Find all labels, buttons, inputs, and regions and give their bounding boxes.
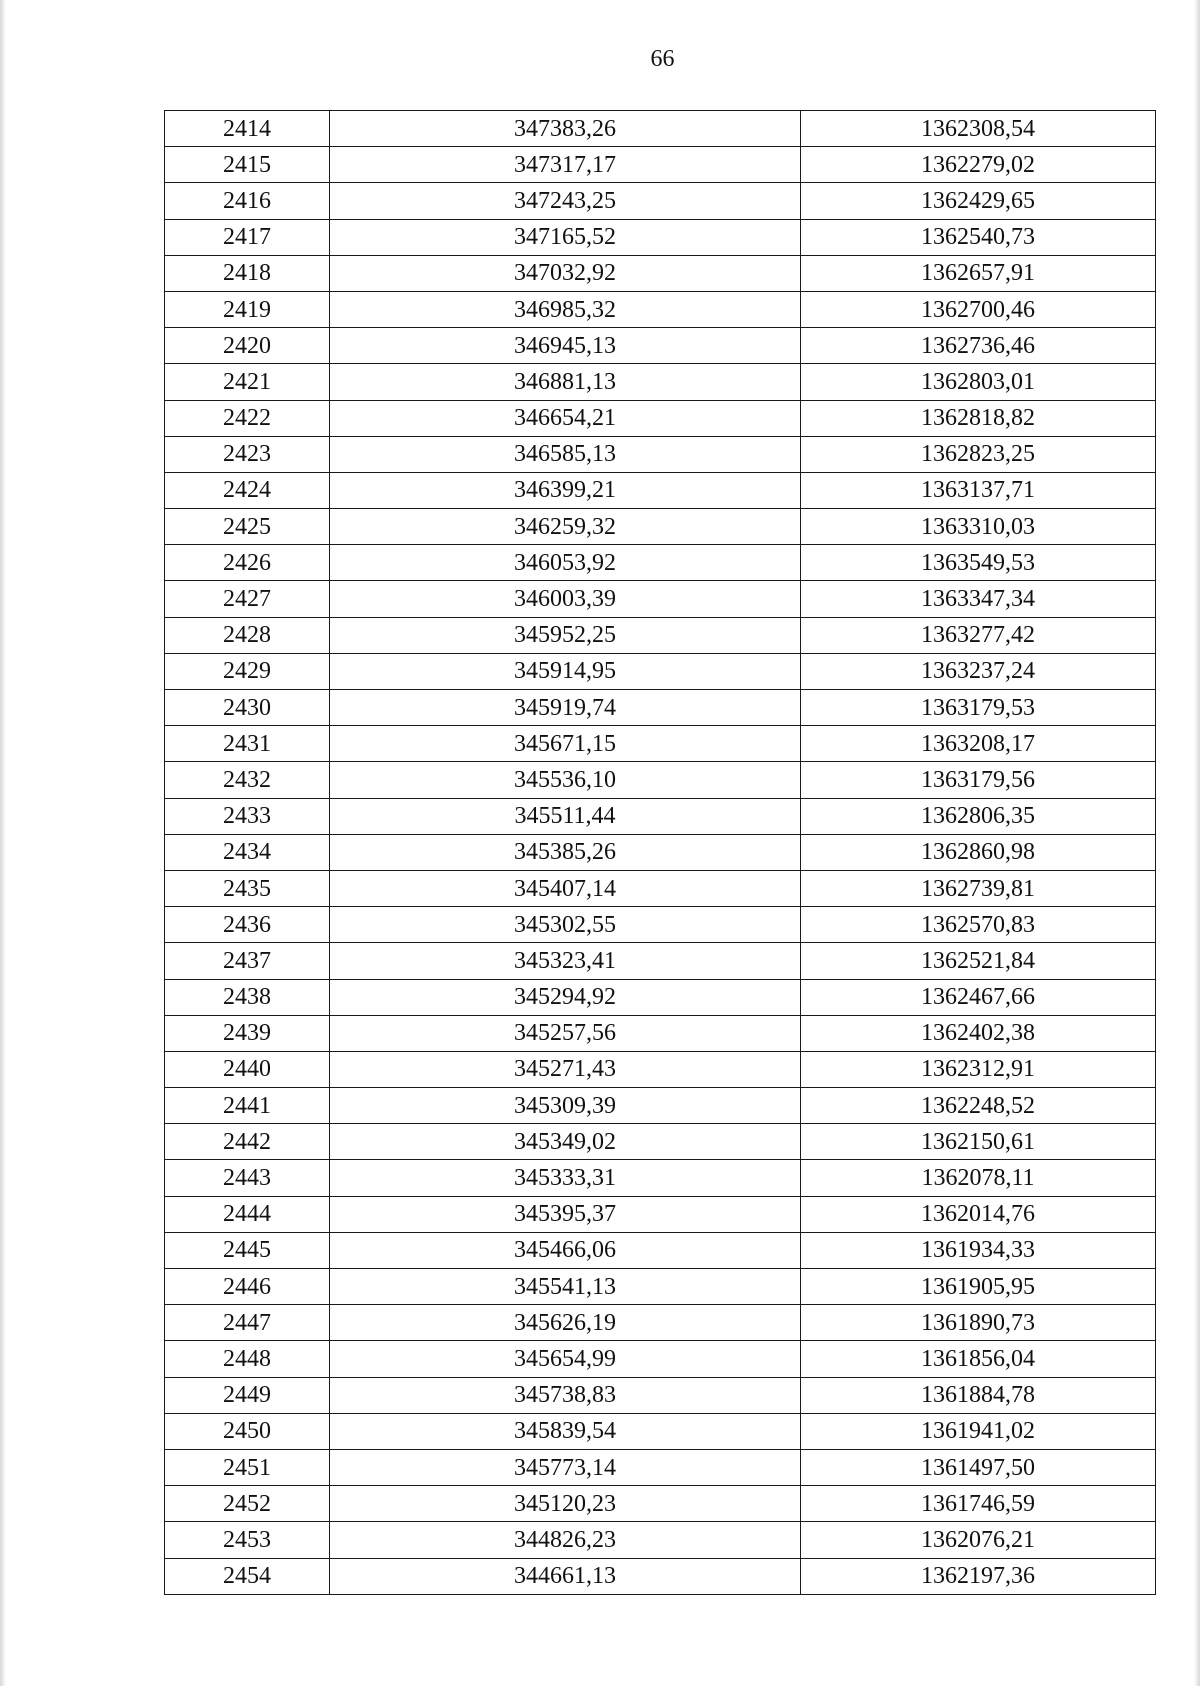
point-number-cell: 2419: [165, 291, 330, 327]
table-row: [165, 1051, 1156, 1087]
y-coordinate-cell: 1363277,42: [801, 617, 1156, 653]
point-number-cell: 2440: [165, 1051, 330, 1087]
coordinates-table: [164, 110, 1156, 1595]
x-coordinate-cell: 347032,92: [330, 255, 801, 291]
y-coordinate-cell: 1361497,50: [801, 1449, 1156, 1485]
table-row: [165, 147, 1156, 183]
table-row: [165, 870, 1156, 906]
point-number-cell: 2453: [165, 1522, 330, 1558]
table-row: [165, 653, 1156, 689]
table-row: [165, 798, 1156, 834]
table-row: [165, 111, 1156, 147]
y-coordinate-cell: 1362736,46: [801, 328, 1156, 364]
y-coordinate-cell: 1361905,95: [801, 1269, 1156, 1305]
point-number-cell: 2449: [165, 1377, 330, 1413]
table-row: [165, 834, 1156, 870]
table-row: [165, 1413, 1156, 1449]
table-row: [165, 291, 1156, 327]
point-number-cell: 2429: [165, 653, 330, 689]
table-row: [165, 1232, 1156, 1268]
table-row: [165, 1341, 1156, 1377]
table-row: [165, 472, 1156, 508]
y-coordinate-cell: 1362540,73: [801, 219, 1156, 255]
x-coordinate-cell: 347317,17: [330, 147, 801, 183]
point-number-cell: 2436: [165, 907, 330, 943]
x-coordinate-cell: 345536,10: [330, 762, 801, 798]
x-coordinate-cell: 346654,21: [330, 400, 801, 436]
table-row: [165, 1486, 1156, 1522]
point-number-cell: 2426: [165, 545, 330, 581]
table-row: [165, 1124, 1156, 1160]
y-coordinate-cell: 1362197,36: [801, 1558, 1156, 1594]
table-row: [165, 1449, 1156, 1485]
y-coordinate-cell: 1361746,59: [801, 1486, 1156, 1522]
point-number-cell: 2437: [165, 943, 330, 979]
table-row: [165, 1269, 1156, 1305]
table-row: [165, 979, 1156, 1015]
x-coordinate-cell: 345333,31: [330, 1160, 801, 1196]
x-coordinate-cell: 345914,95: [330, 653, 801, 689]
x-coordinate-cell: 346399,21: [330, 472, 801, 508]
y-coordinate-cell: 1362402,38: [801, 1015, 1156, 1051]
y-coordinate-cell: 1362467,66: [801, 979, 1156, 1015]
point-number-cell: 2438: [165, 979, 330, 1015]
x-coordinate-cell: 345309,39: [330, 1088, 801, 1124]
y-coordinate-cell: 1362150,61: [801, 1124, 1156, 1160]
y-coordinate-cell: 1362739,81: [801, 870, 1156, 906]
point-number-cell: 2451: [165, 1449, 330, 1485]
x-coordinate-cell: 345738,83: [330, 1377, 801, 1413]
table-row: [165, 436, 1156, 472]
x-coordinate-cell: 345541,13: [330, 1269, 801, 1305]
table-row: [165, 1305, 1156, 1341]
page-number: 66: [650, 46, 675, 72]
point-number-cell: 2418: [165, 255, 330, 291]
x-coordinate-cell: 344826,23: [330, 1522, 801, 1558]
y-coordinate-cell: 1363208,17: [801, 726, 1156, 762]
point-number-cell: 2454: [165, 1558, 330, 1594]
y-coordinate-cell: 1362860,98: [801, 834, 1156, 870]
y-coordinate-cell: 1362806,35: [801, 798, 1156, 834]
point-number-cell: 2428: [165, 617, 330, 653]
point-number-cell: 2434: [165, 834, 330, 870]
table-row: [165, 1196, 1156, 1232]
y-coordinate-cell: 1363310,03: [801, 509, 1156, 545]
y-coordinate-cell: 1363237,24: [801, 653, 1156, 689]
table-row: [165, 183, 1156, 219]
table-row: [165, 617, 1156, 653]
x-coordinate-cell: 347243,25: [330, 183, 801, 219]
y-coordinate-cell: 1363179,53: [801, 690, 1156, 726]
point-number-cell: 2416: [165, 183, 330, 219]
point-number-cell: 2439: [165, 1015, 330, 1051]
table-row: [165, 726, 1156, 762]
point-number-cell: 2445: [165, 1232, 330, 1268]
scan-edge-left: [0, 0, 6, 1686]
y-coordinate-cell: 1362312,91: [801, 1051, 1156, 1087]
y-coordinate-cell: 1362014,76: [801, 1196, 1156, 1232]
table-row: [165, 509, 1156, 545]
table-row: [165, 1088, 1156, 1124]
point-number-cell: 2447: [165, 1305, 330, 1341]
point-number-cell: 2421: [165, 364, 330, 400]
x-coordinate-cell: 346259,32: [330, 509, 801, 545]
point-number-cell: 2431: [165, 726, 330, 762]
point-number-cell: 2448: [165, 1341, 330, 1377]
table-row: [165, 1015, 1156, 1051]
y-coordinate-cell: 1362429,65: [801, 183, 1156, 219]
y-coordinate-cell: 1362279,02: [801, 147, 1156, 183]
y-coordinate-cell: 1362076,21: [801, 1522, 1156, 1558]
table-row: [165, 400, 1156, 436]
coordinates-table-body: [165, 111, 1156, 1595]
table-row: [165, 762, 1156, 798]
x-coordinate-cell: 345395,37: [330, 1196, 801, 1232]
y-coordinate-cell: 1361890,73: [801, 1305, 1156, 1341]
x-coordinate-cell: 345466,06: [330, 1232, 801, 1268]
y-coordinate-cell: 1362308,54: [801, 111, 1156, 147]
x-coordinate-cell: 345511,44: [330, 798, 801, 834]
x-coordinate-cell: 346881,13: [330, 364, 801, 400]
x-coordinate-cell: 346945,13: [330, 328, 801, 364]
x-coordinate-cell: 345349,02: [330, 1124, 801, 1160]
point-number-cell: 2415: [165, 147, 330, 183]
x-coordinate-cell: 345294,92: [330, 979, 801, 1015]
point-number-cell: 2444: [165, 1196, 330, 1232]
table-row: [165, 581, 1156, 617]
x-coordinate-cell: 345773,14: [330, 1449, 801, 1485]
x-coordinate-cell: 346985,32: [330, 291, 801, 327]
point-number-cell: 2432: [165, 762, 330, 798]
x-coordinate-cell: 346003,39: [330, 581, 801, 617]
x-coordinate-cell: 346585,13: [330, 436, 801, 472]
x-coordinate-cell: 345407,14: [330, 870, 801, 906]
y-coordinate-cell: 1362803,01: [801, 364, 1156, 400]
point-number-cell: 2435: [165, 870, 330, 906]
table-row: [165, 545, 1156, 581]
table-row: [165, 1377, 1156, 1413]
y-coordinate-cell: 1361856,04: [801, 1341, 1156, 1377]
x-coordinate-cell: 345919,74: [330, 690, 801, 726]
x-coordinate-cell: 345302,55: [330, 907, 801, 943]
y-coordinate-cell: 1362521,84: [801, 943, 1156, 979]
x-coordinate-cell: 345671,15: [330, 726, 801, 762]
y-coordinate-cell: 1362818,82: [801, 400, 1156, 436]
scan-edge-right: [1194, 0, 1200, 1686]
y-coordinate-cell: 1361941,02: [801, 1413, 1156, 1449]
point-number-cell: 2430: [165, 690, 330, 726]
y-coordinate-cell: 1362657,91: [801, 255, 1156, 291]
point-number-cell: 2450: [165, 1413, 330, 1449]
y-coordinate-cell: 1363549,53: [801, 545, 1156, 581]
point-number-cell: 2433: [165, 798, 330, 834]
y-coordinate-cell: 1362248,52: [801, 1088, 1156, 1124]
point-number-cell: 2427: [165, 581, 330, 617]
x-coordinate-cell: 345257,56: [330, 1015, 801, 1051]
x-coordinate-cell: 346053,92: [330, 545, 801, 581]
point-number-cell: 2425: [165, 509, 330, 545]
point-number-cell: 2417: [165, 219, 330, 255]
x-coordinate-cell: 345952,25: [330, 617, 801, 653]
point-number-cell: 2423: [165, 436, 330, 472]
y-coordinate-cell: 1363347,34: [801, 581, 1156, 617]
point-number-cell: 2424: [165, 472, 330, 508]
x-coordinate-cell: 345626,19: [330, 1305, 801, 1341]
x-coordinate-cell: 344661,13: [330, 1558, 801, 1594]
y-coordinate-cell: 1361884,78: [801, 1377, 1156, 1413]
point-number-cell: 2420: [165, 328, 330, 364]
table-row: [165, 943, 1156, 979]
table-row: [165, 328, 1156, 364]
table-row: [165, 1160, 1156, 1196]
x-coordinate-cell: 345839,54: [330, 1413, 801, 1449]
x-coordinate-cell: 347165,52: [330, 219, 801, 255]
y-coordinate-cell: 1363179,56: [801, 762, 1156, 798]
point-number-cell: 2414: [165, 111, 330, 147]
y-coordinate-cell: 1362700,46: [801, 291, 1156, 327]
table-row: [165, 255, 1156, 291]
table-row: [165, 907, 1156, 943]
point-number-cell: 2422: [165, 400, 330, 436]
x-coordinate-cell: 345120,23: [330, 1486, 801, 1522]
y-coordinate-cell: 1361934,33: [801, 1232, 1156, 1268]
table-row: [165, 1558, 1156, 1594]
point-number-cell: 2441: [165, 1088, 330, 1124]
x-coordinate-cell: 345323,41: [330, 943, 801, 979]
table-row: [165, 1522, 1156, 1558]
table-row: [165, 219, 1156, 255]
y-coordinate-cell: 1362078,11: [801, 1160, 1156, 1196]
x-coordinate-cell: 345271,43: [330, 1051, 801, 1087]
point-number-cell: 2442: [165, 1124, 330, 1160]
x-coordinate-cell: 345654,99: [330, 1341, 801, 1377]
point-number-cell: 2452: [165, 1486, 330, 1522]
x-coordinate-cell: 347383,26: [330, 111, 801, 147]
point-number-cell: 2443: [165, 1160, 330, 1196]
point-number-cell: 2446: [165, 1269, 330, 1305]
table-row: [165, 690, 1156, 726]
y-coordinate-cell: 1363137,71: [801, 472, 1156, 508]
x-coordinate-cell: 345385,26: [330, 834, 801, 870]
y-coordinate-cell: 1362823,25: [801, 436, 1156, 472]
y-coordinate-cell: 1362570,83: [801, 907, 1156, 943]
table-row: [165, 364, 1156, 400]
